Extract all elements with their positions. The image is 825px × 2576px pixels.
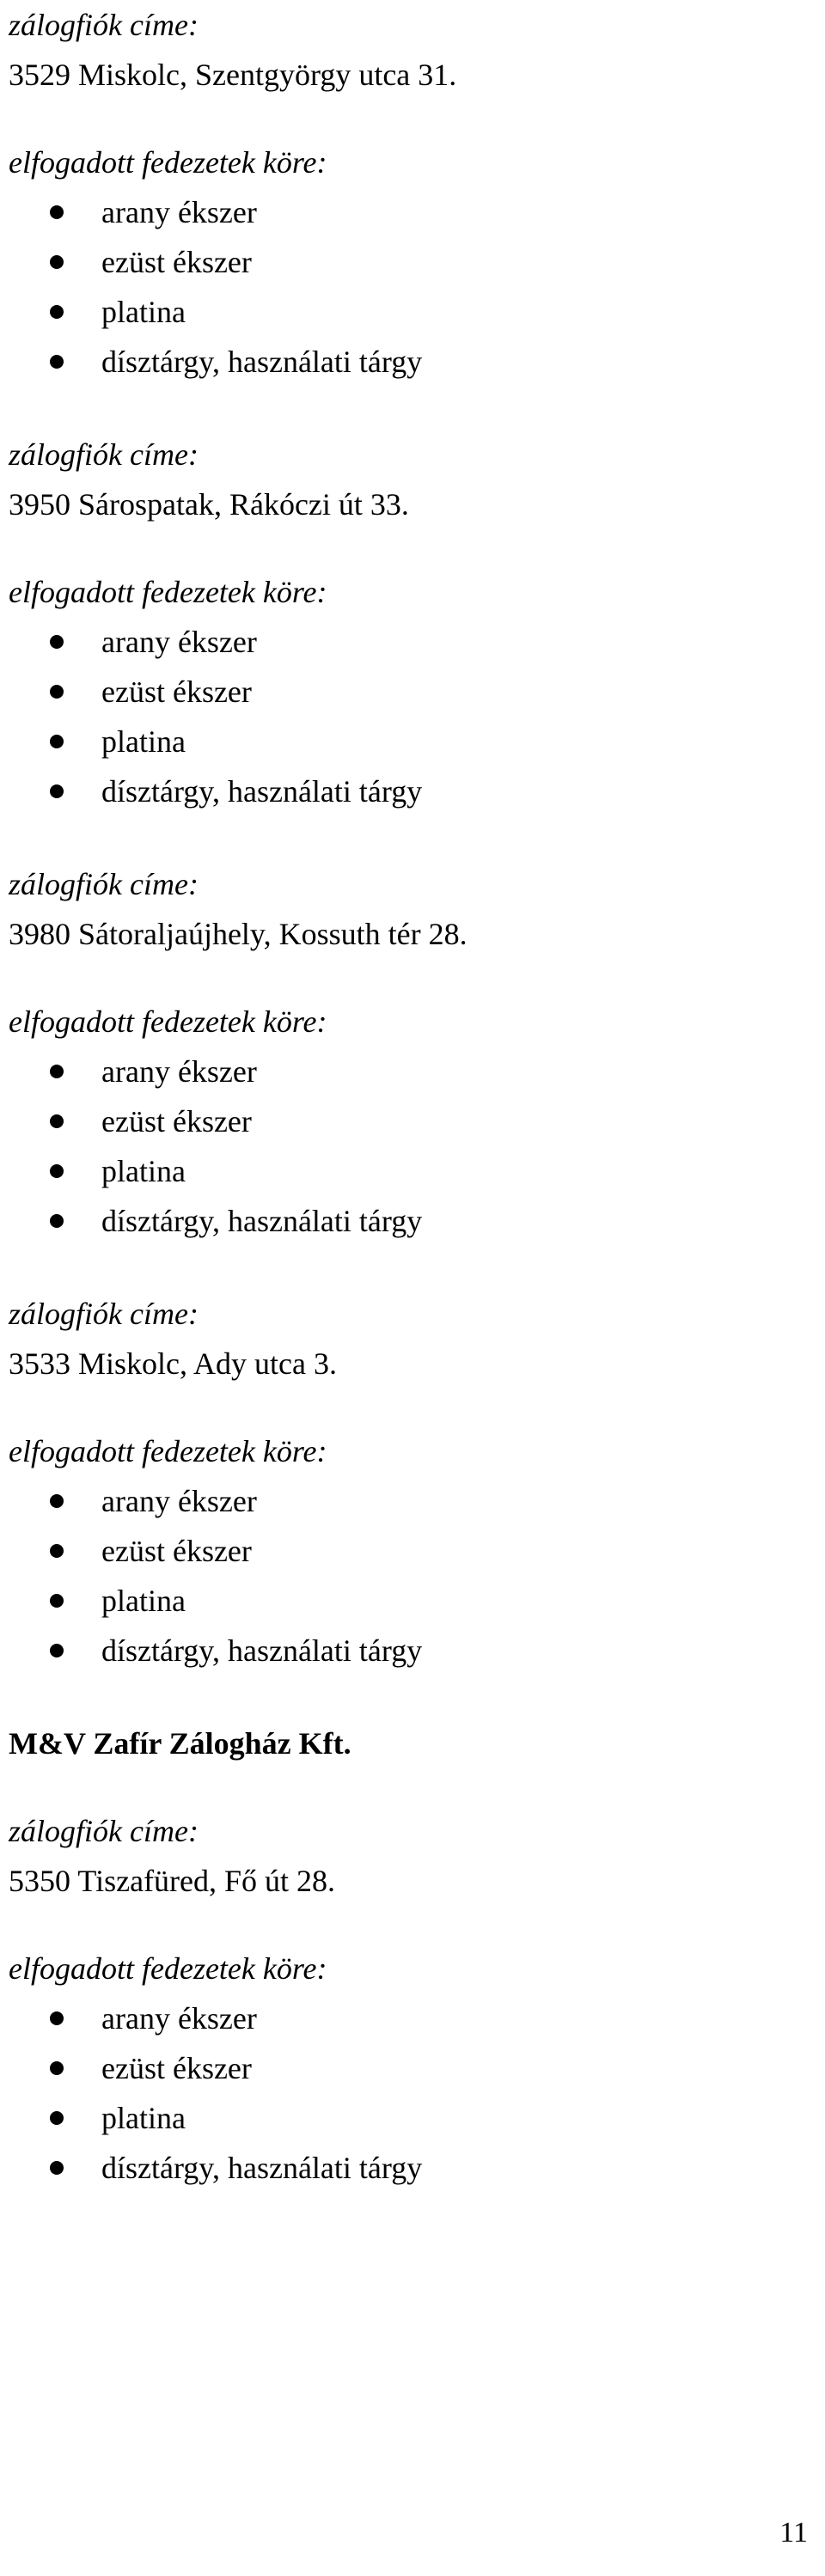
spacer xyxy=(9,959,808,997)
collateral-item xyxy=(9,1993,808,2043)
collateral-item-text: ezüst ékszer xyxy=(101,1534,252,1568)
collateral-item xyxy=(9,2043,808,2093)
collateral-item xyxy=(9,717,808,766)
collateral-item-text: ezüst ékszer xyxy=(101,245,252,279)
collateral-item xyxy=(9,2143,808,2193)
branch-address-label: zálogfiók címe: xyxy=(9,1297,199,1331)
collateral-item-text: platina xyxy=(101,295,186,329)
collateral-item xyxy=(9,337,808,387)
bullet-icon xyxy=(50,685,64,699)
collateral-item-text: ezüst ékszer xyxy=(101,675,252,709)
collateral-item-text: platina xyxy=(101,2101,186,2135)
collateral-item-text: ezüst ékszer xyxy=(101,2051,252,2085)
company-section xyxy=(9,1718,808,2193)
collateral-list xyxy=(9,617,808,816)
spacer xyxy=(9,529,808,567)
collateral-item-text: arany ékszer xyxy=(101,1484,257,1518)
bullet-icon xyxy=(50,1214,64,1228)
spacer xyxy=(9,1676,808,1718)
branch-address: 3529 Miskolc, Szentgyörgy utca 31. xyxy=(9,58,457,92)
branch-address-label: zálogfiók címe: xyxy=(9,8,199,42)
collateral-item xyxy=(9,766,808,816)
collateral-item xyxy=(9,1626,808,1676)
branch-address: 3533 Miskolc, Ady utca 3. xyxy=(9,1346,337,1381)
spacer xyxy=(9,387,808,430)
bullet-icon xyxy=(50,1114,64,1128)
bullet-icon xyxy=(50,635,64,649)
collateral-item-text: platina xyxy=(101,724,186,759)
spacer xyxy=(9,1246,808,1289)
spacer xyxy=(9,100,808,137)
collateral-item-text: ezüst ékszer xyxy=(101,1104,252,1138)
bullet-icon xyxy=(50,2011,64,2025)
branch-address: 3950 Sárospatak, Rákóczi út 33. xyxy=(9,487,409,522)
collateral-item-text: arany ékszer xyxy=(101,1054,257,1089)
collateral-label: elfogadott fedezetek köre: xyxy=(9,575,327,609)
branch-address-label: zálogfiók címe: xyxy=(9,437,199,472)
collateral-list xyxy=(9,1993,808,2193)
collateral-item xyxy=(9,2093,808,2143)
bullet-icon xyxy=(50,784,64,798)
collateral-item-text: dísztárgy, használati tárgy xyxy=(101,1633,423,1668)
bullet-icon xyxy=(50,255,64,269)
spacer xyxy=(9,1906,808,1944)
collateral-item xyxy=(9,617,808,667)
branch-address: 5350 Tiszafüred, Fő út 28. xyxy=(9,1864,336,1898)
branch-section xyxy=(9,859,808,1289)
collateral-item-text: platina xyxy=(101,1154,186,1188)
branch-address-label: zálogfiók címe: xyxy=(9,867,199,901)
collateral-label: elfogadott fedezetek köre: xyxy=(9,145,327,180)
bullet-icon xyxy=(50,2061,64,2075)
bullet-icon xyxy=(50,1494,64,1508)
collateral-item-text: dísztárgy, használati tárgy xyxy=(101,774,423,809)
bullet-icon xyxy=(50,1544,64,1558)
collateral-item-text: arany ékszer xyxy=(101,2001,257,2036)
collateral-item xyxy=(9,1476,808,1526)
collateral-item xyxy=(9,287,808,337)
collateral-item-text: arany ékszer xyxy=(101,625,257,659)
bullet-icon xyxy=(50,2161,64,2175)
branch-section xyxy=(9,430,808,859)
collateral-item xyxy=(9,1196,808,1246)
spacer xyxy=(9,1389,808,1426)
branch-address-label: zálogfiók címe: xyxy=(9,1814,199,1848)
page-number: 11 xyxy=(779,2517,808,2549)
collateral-list xyxy=(9,1047,808,1246)
bullet-icon xyxy=(50,735,64,748)
collateral-item xyxy=(9,1047,808,1096)
branch-section xyxy=(9,0,808,430)
spacer xyxy=(9,1768,808,1806)
collateral-item-text: arany ékszer xyxy=(101,195,257,229)
collateral-item xyxy=(9,1146,808,1196)
branch-section xyxy=(9,1289,808,1718)
collateral-item-text: platina xyxy=(101,1584,186,1618)
collateral-label: elfogadott fedezetek köre: xyxy=(9,1434,327,1468)
collateral-list xyxy=(9,1476,808,1676)
collateral-item-text: dísztárgy, használati tárgy xyxy=(101,1204,423,1238)
document-content xyxy=(9,0,808,2193)
bullet-icon xyxy=(50,205,64,219)
bullet-icon xyxy=(50,355,64,369)
collateral-item xyxy=(9,237,808,287)
collateral-item-text: dísztárgy, használati tárgy xyxy=(101,2151,423,2185)
bullet-icon xyxy=(50,1164,64,1178)
bullet-icon xyxy=(50,1594,64,1608)
collateral-list xyxy=(9,187,808,387)
bullet-icon xyxy=(50,305,64,319)
branch-address: 3980 Sátoraljaújhely, Kossuth tér 28. xyxy=(9,917,468,951)
bullet-icon xyxy=(50,1065,64,1078)
collateral-item xyxy=(9,667,808,717)
collateral-label: elfogadott fedezetek köre: xyxy=(9,1951,327,1986)
collateral-item-text: dísztárgy, használati tárgy xyxy=(101,345,423,379)
bullet-icon xyxy=(50,2111,64,2125)
company-name: M&V Zafír Zálogház Kft. xyxy=(9,1726,351,1761)
bullet-icon xyxy=(50,1644,64,1657)
collateral-item xyxy=(9,187,808,237)
collateral-item xyxy=(9,1576,808,1626)
collateral-item xyxy=(9,1096,808,1146)
collateral-label: elfogadott fedezetek köre: xyxy=(9,1004,327,1039)
spacer xyxy=(9,816,808,859)
collateral-item xyxy=(9,1526,808,1576)
